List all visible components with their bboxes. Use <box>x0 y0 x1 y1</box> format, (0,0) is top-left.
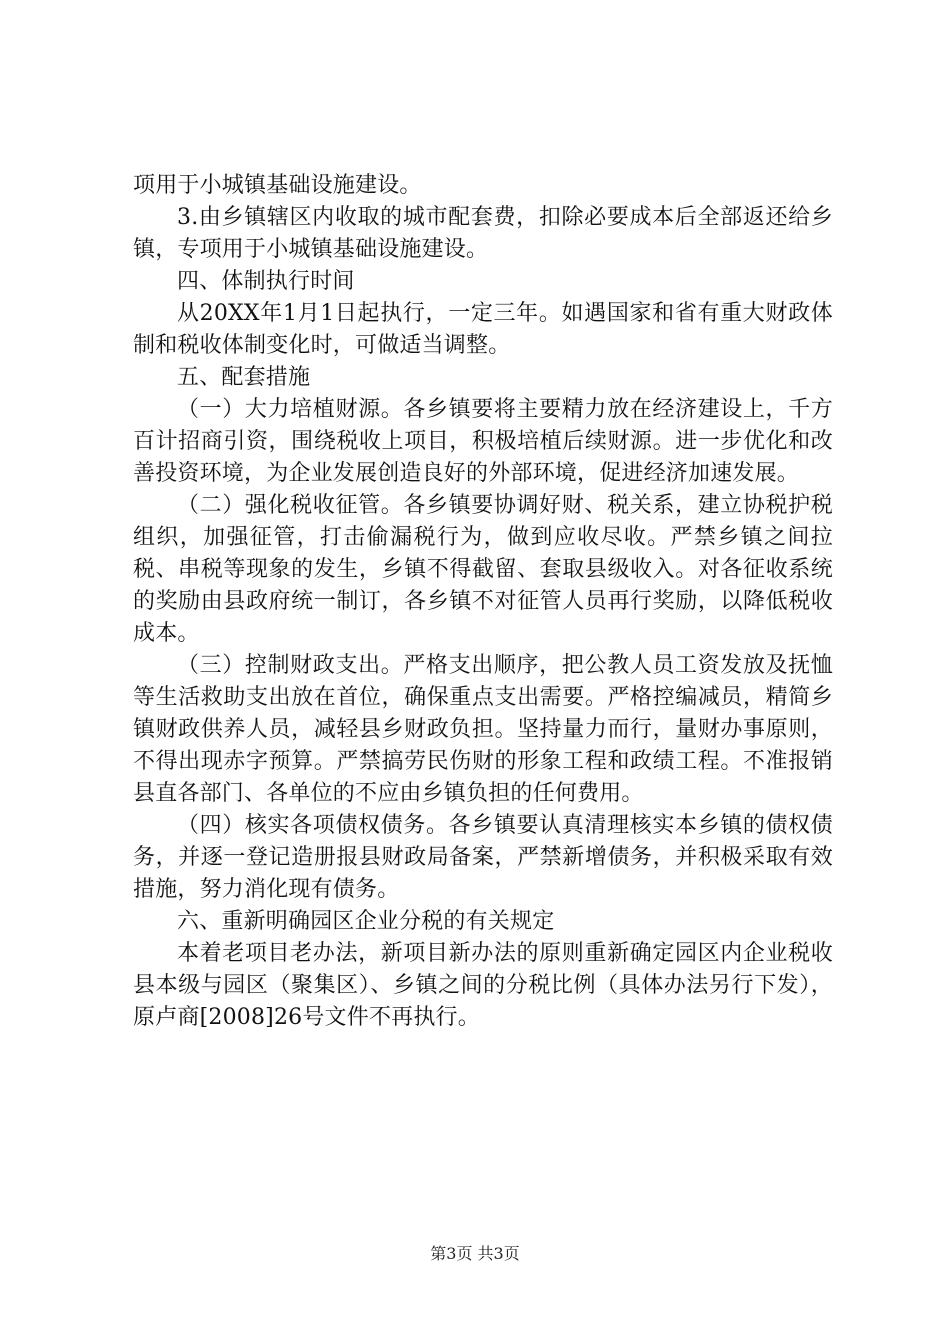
paragraph-1: 项用于小城镇基础设施建设。 <box>133 173 422 198</box>
paragraph-7: （二）强化税收征管。各乡镇要协调好财、税关系，建立协税护税组织，加强征管，打击偷漏税行为，做到应收尽收。严禁乡镇之间拉税、串税等现象的发生，乡镇不得截留、套取县级收入。对各征收系统的奖励由县政府统一制订，各乡镇不对征管人员再行奖励，以降低税收成本。 <box>133 493 833 646</box>
paragraph-4: 从20XX年1月1日起执行，一定三年。如遇国家和省有重大财政体制和税收体制变化时，可做适当调整。 <box>133 301 833 358</box>
page-footer: 第3页 共3页 <box>430 1244 520 1263</box>
section-heading-6: 六、重新明确园区企业分税的有关规定 <box>177 909 555 934</box>
paragraph-11: 本着老项目老办法，新项目新办法的原则重新确定园区内企业税收县本级与园区（聚集区）、乡镇之间的分税比例（具体办法另行下发），原卢商[2008]26号文件不再执行。 <box>133 941 833 1030</box>
section-heading-4: 四、体制执行时间 <box>177 269 355 294</box>
document-body <box>133 170 833 1034</box>
paragraph-2: 3.由乡镇辖区内收取的城市配套费，扣除必要成本后全部返还给乡镇，专项用于小城镇基础设施建设。 <box>133 205 833 262</box>
section-heading-5: 五、配套措施 <box>177 365 311 390</box>
paragraph-6: （一）大力培植财源。各乡镇要将主要精力放在经济建设上，千方百计招商引资，围绕税收上项目，积极培植后续财源。进一步优化和改善投资环境，为企业发展创造良好的外部环境，促进经济加速发展。 <box>133 397 833 486</box>
paragraph-8: （三）控制财政支出。严格支出顺序，把公教人员工资发放及抚恤等生活救助支出放在首位，确保重点支出需要。严格控编减员，精简乡镇财政供养人员，减轻县乡财政负担。坚持量力而行，量财办事原则，不得出现赤字预算。严禁搞劳民伤财的形象工程和政绩工程。不准报销县直各部门、各单位的不应由乡镇负担的任何费用。 <box>133 653 833 806</box>
paragraph-9: （四）核实各项债权债务。各乡镇要认真清理核实本乡镇的债权债务，并逐一登记造册报县财政局备案，严禁新增债务，并积极采取有效措施，努力消化现有债务。 <box>133 813 833 902</box>
